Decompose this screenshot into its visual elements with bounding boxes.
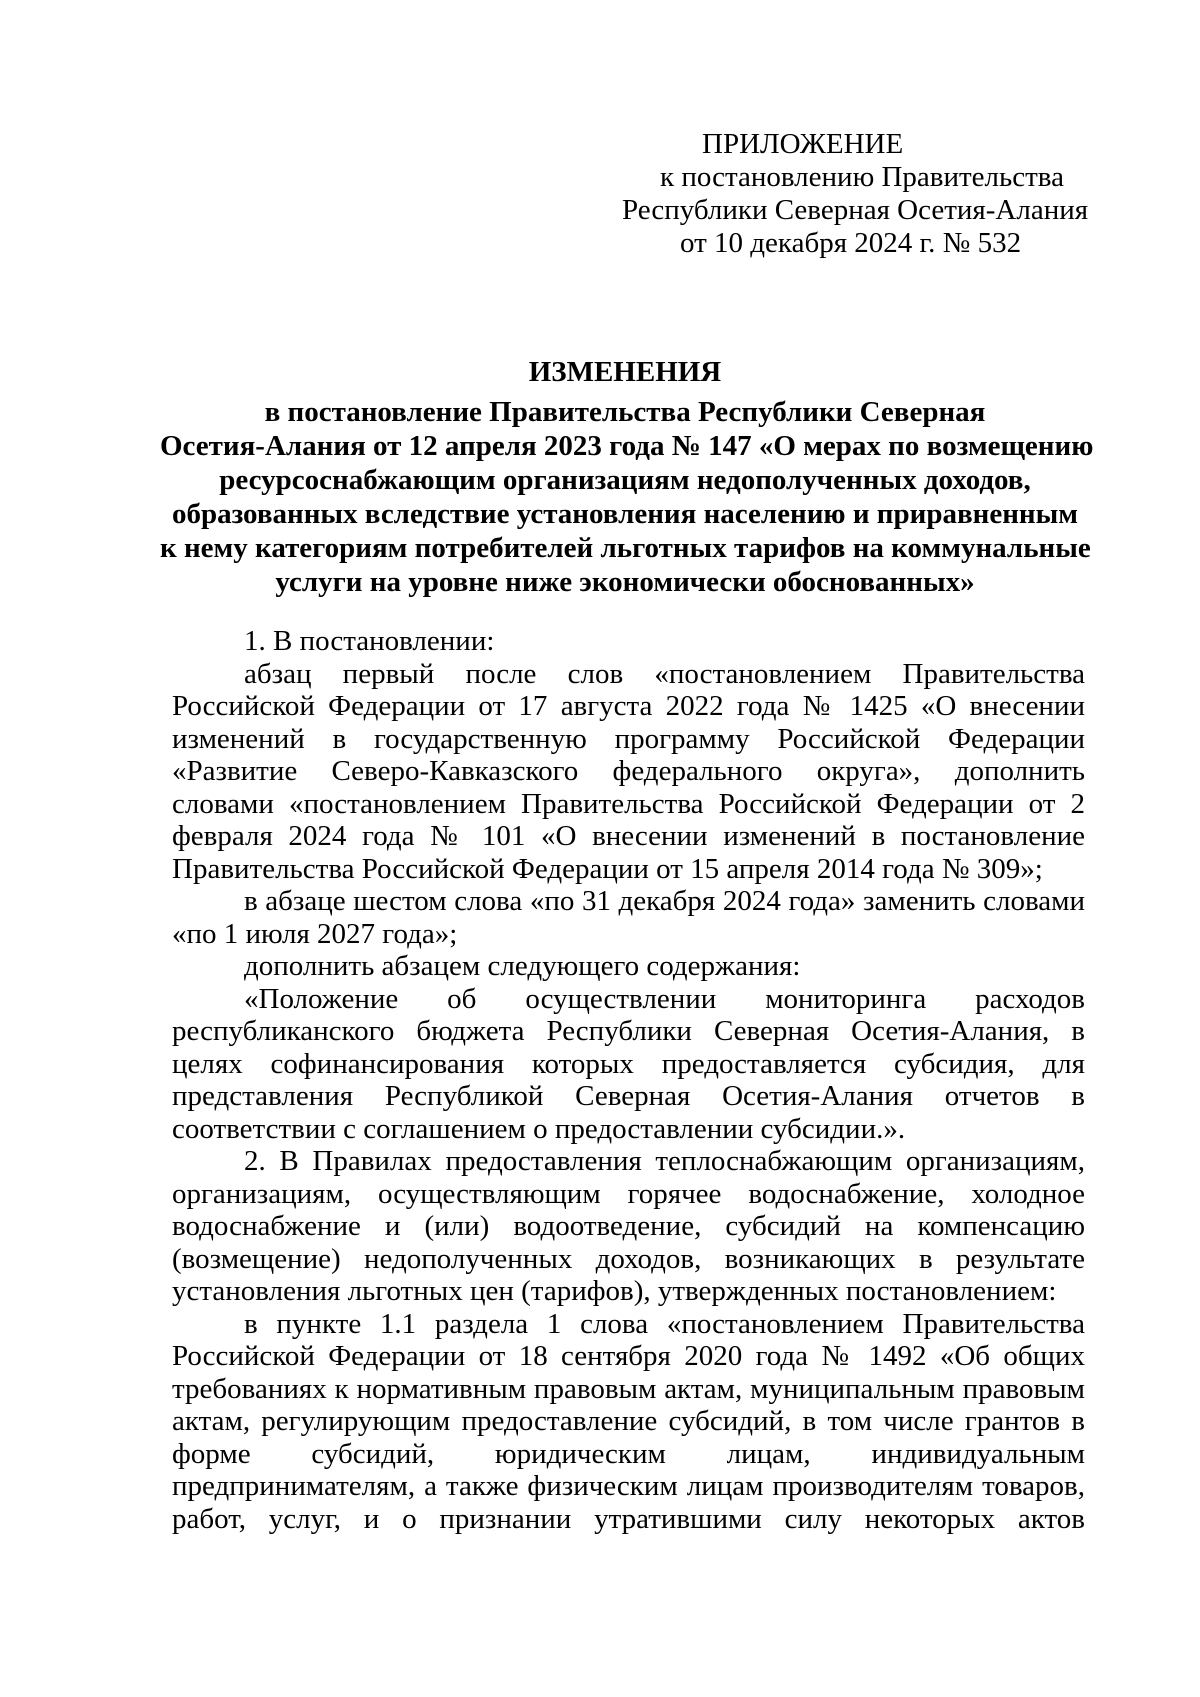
paragraph: «Положение об осуществлении мониторинга расходов республиканского бюджета Республики Северная Осетия-Алания, в целях софинансирования которых предоставляется субсидия, для представления Республикой Северная Осетия-Алания отчетов в соответствии с соглашением о предоставлении субсидии.».: [172, 982, 1085, 1145]
title-line: услуги на уровне ниже экономически обоснованных»: [275, 566, 975, 598]
appendix-date: от 10 декабря 2024 г. № 532: [680, 227, 1022, 259]
paragraph-item-1: 1. В постановлении:: [244, 625, 495, 657]
title-line: Осетия-Алания от 12 апреля 2023 года № 147 «О мерах по возмещению: [160, 430, 1094, 462]
appendix-republic: Республики Северная Осетия-Алания: [622, 194, 1089, 226]
appendix-header: [560, 128, 1120, 260]
paragraph: в абзаце шестом слова «по 31 декабря 2024 года» заменить словами «по 1 июля 2027 года»;: [172, 885, 1085, 950]
paragraph: абзац первый после слов «постановлением Правительства Российской Федерации от 17 августа 2022 года № 1425 «О внесении изменений в государственную программу Российской Федерации «Развитие Северо-Кавказского федерального округа», дополнить словами «постановлением Правительства Российской Федерации от 2 февраля 2024 года № 101 «О внесении изменений в постановление Правительства Российской Федерации от 15 апреля 2014 года № 309»;: [172, 657, 1085, 885]
title-heading: ИЗМЕНЕНИЯ: [528, 356, 722, 388]
paragraph-item-2: 2. В Правилах предоставления теплоснабжающим организациям, организациям, осуществляющим горячее водоснабжение, холодное водоснабжение и (или) водоотведение, субсидий на компенсацию (возмещение) недополученных доходов, возникающих в результате установления льготных цен (тарифов), утвержденных постановлением:: [172, 1145, 1085, 1307]
document-title: [160, 355, 1094, 599]
title-line: образованных вследствие установления населению и приравненным: [171, 498, 1079, 530]
appendix-label: ПРИЛОЖЕНИЕ: [702, 128, 904, 160]
title-line: к нему категориям потребителей льготных тарифов на коммунальные: [160, 532, 1091, 564]
document-body: [172, 625, 1085, 1535]
title-line: в постановление Правительства Республики Северная: [264, 396, 986, 428]
appendix-reference: к постановлению Правительства: [660, 161, 1064, 193]
title-line: ресурсоснабжающим организациям недополученных доходов,: [219, 464, 1031, 496]
paragraph: в пункте 1.1 раздела 1 слова «постановлением Правительства Российской Федерации от 18 сентября 2020 года № 1492 «Об общих требованиях к нормативным правовым актам, муниципальным правовым актам, регулирующим предоставление субсидий, в том числе грантов в форме субсидий, юридическим лицам, индивидуальным предпринимателям, а также физическим лицам производителям товаров, работ, услуг, и о признании утратившими силу некоторых актов: [172, 1307, 1085, 1535]
paragraph: дополнить абзацем следующего содержания:: [244, 950, 801, 982]
